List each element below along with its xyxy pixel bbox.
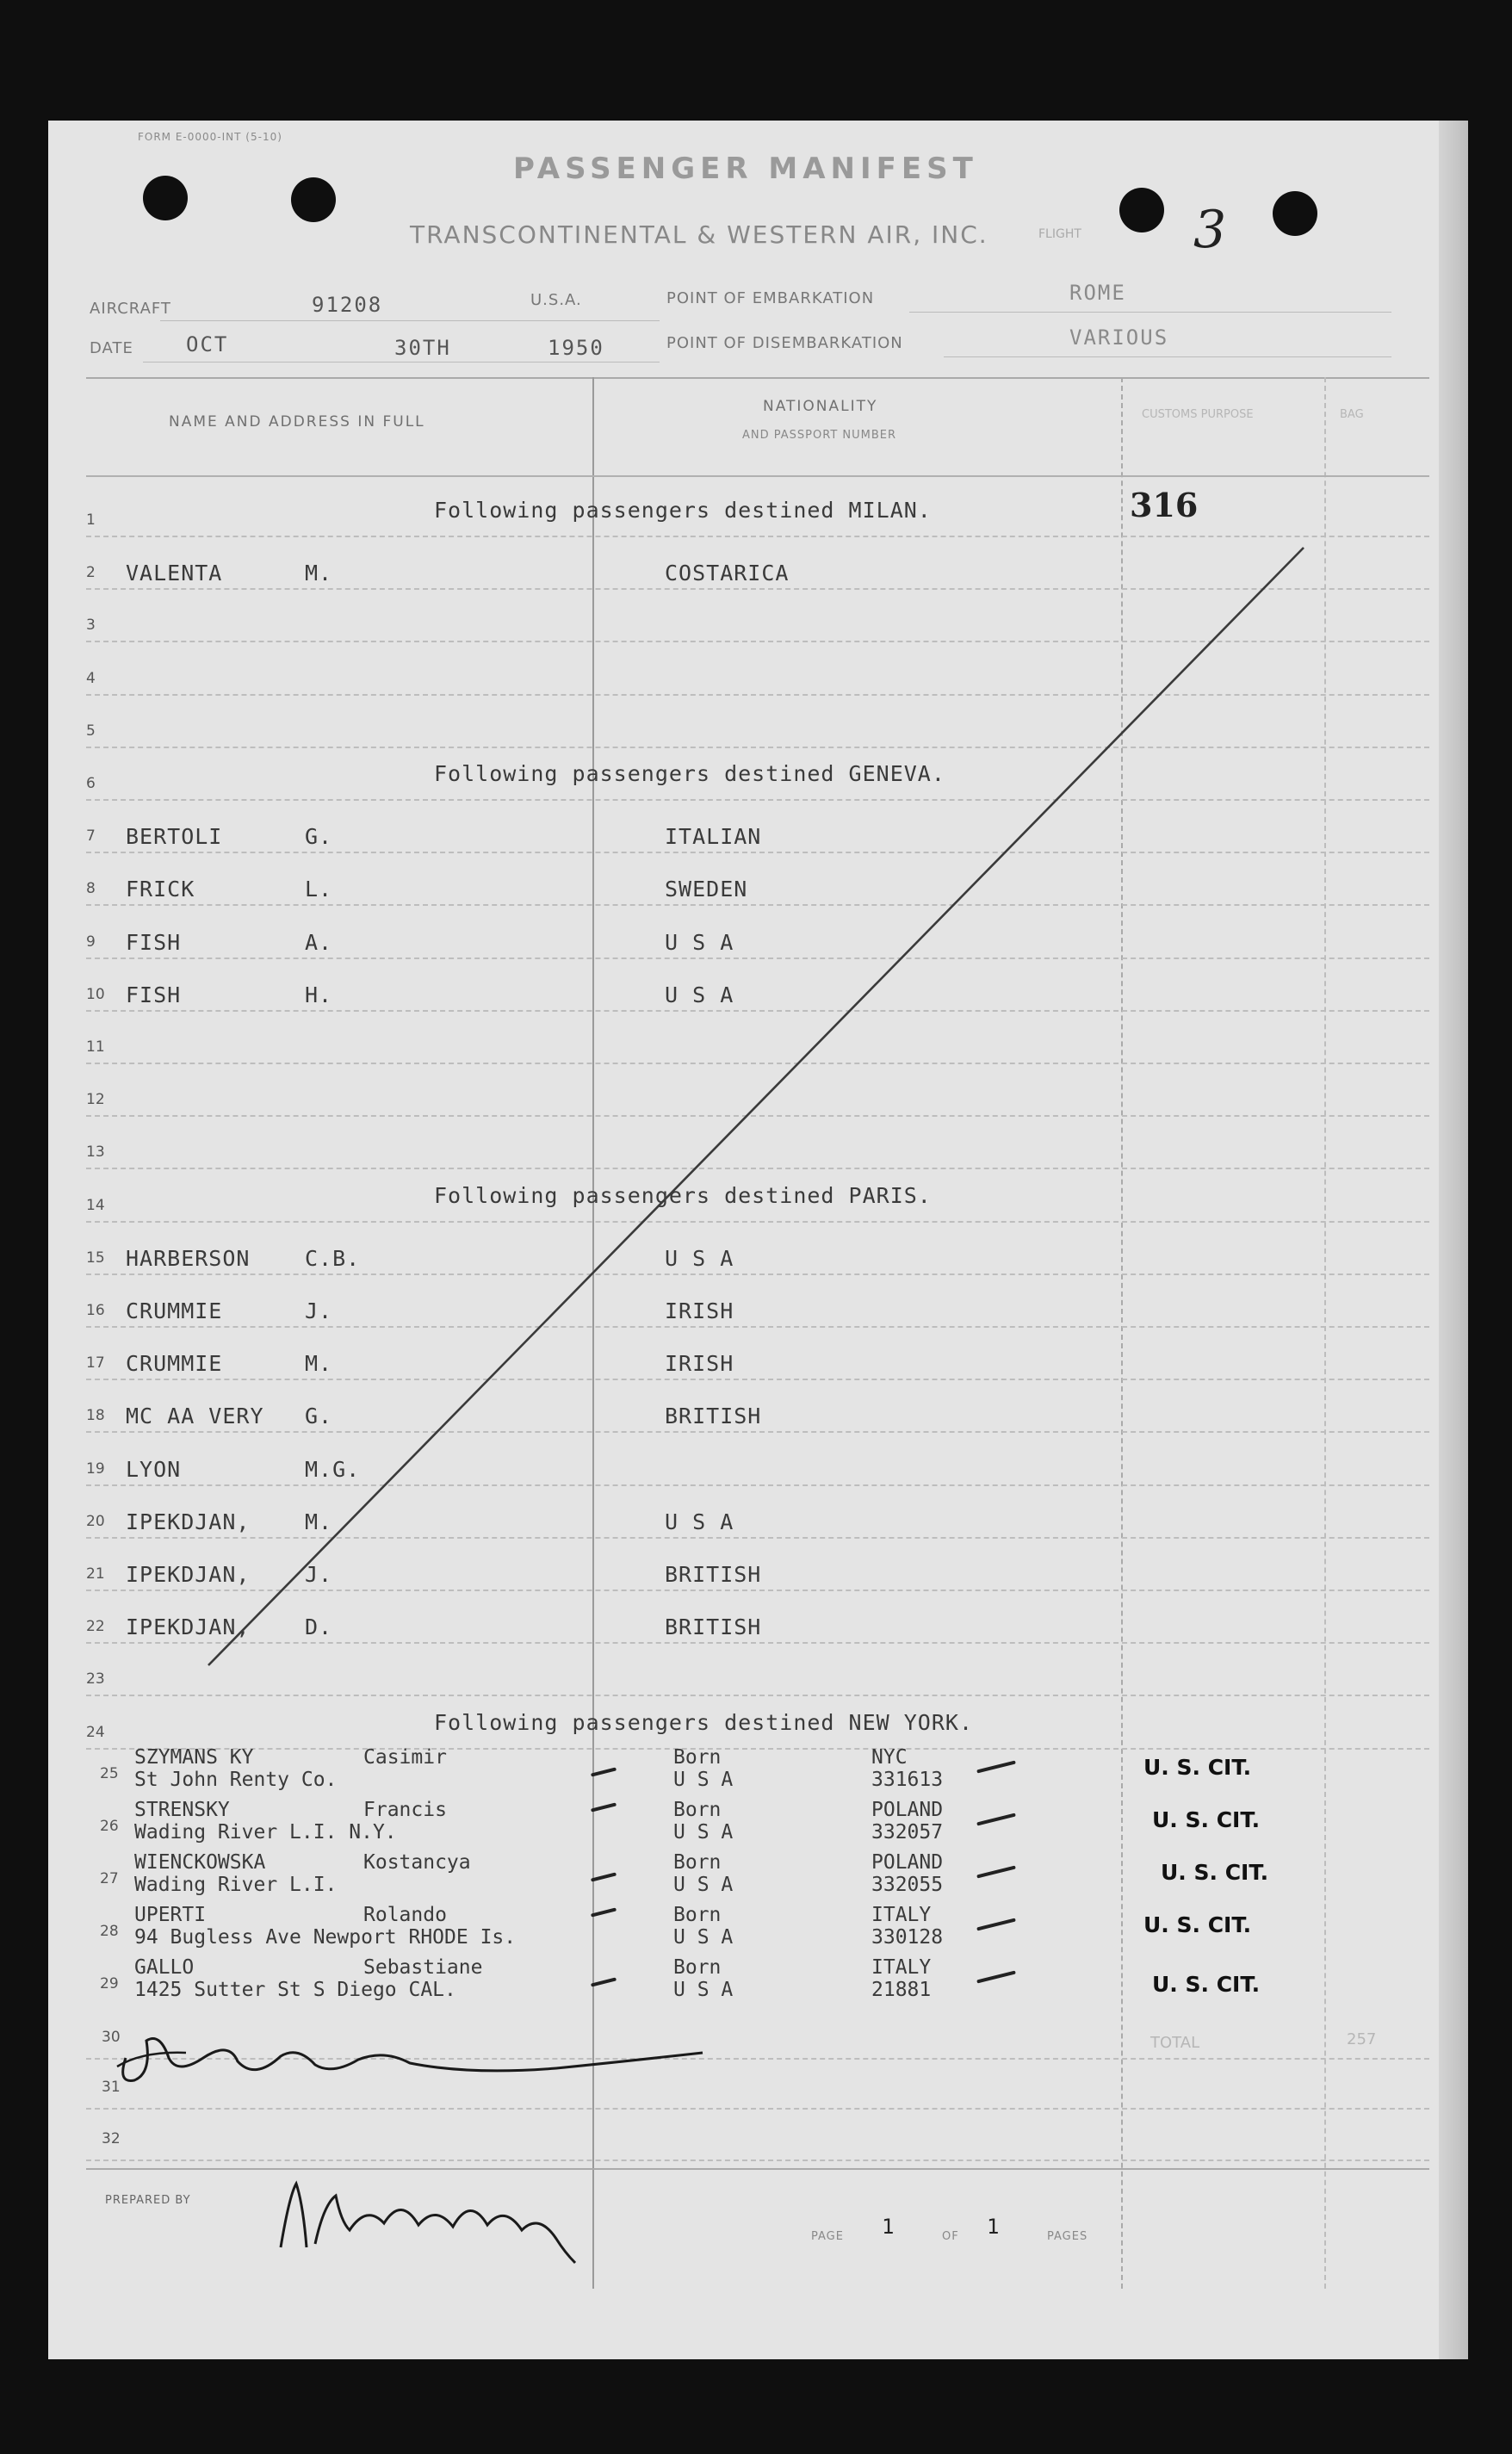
row-number: 22 bbox=[86, 1618, 105, 1636]
passenger-given-name: Casimir bbox=[363, 1746, 447, 1769]
passenger-initial: D. bbox=[305, 1614, 333, 1640]
row-number: 14 bbox=[86, 1196, 105, 1214]
page-of-label: OF bbox=[942, 2230, 959, 2243]
row-number: 8 bbox=[86, 880, 96, 898]
row-number: 28 bbox=[100, 1923, 119, 1940]
passenger-count: 316 bbox=[1130, 486, 1199, 524]
passenger-nationality: IRISH bbox=[665, 1298, 734, 1323]
passenger-given-name: Rolando bbox=[363, 1904, 447, 1926]
citizenship-stamp: U. S. CIT. bbox=[1152, 1972, 1261, 1997]
passenger-nationality: SWEDEN bbox=[665, 877, 748, 902]
disembarkation-value: VARIOUS bbox=[1069, 325, 1169, 350]
passenger-nationality: ITALIAN bbox=[665, 824, 762, 850]
passenger-given-name: Kostancya bbox=[363, 1851, 471, 1874]
passenger-surname: SZYMANS KY bbox=[134, 1746, 254, 1769]
row-number: 16 bbox=[86, 1302, 105, 1319]
row-number: 23 bbox=[86, 1670, 105, 1689]
passenger-name: CRUMMIE bbox=[126, 1351, 223, 1377]
aircraft-reg: U.S.A. bbox=[530, 291, 582, 309]
passenger-initial: L. bbox=[305, 877, 333, 902]
passenger-address: 94 Bugless Ave Newport RHODE Is. bbox=[134, 1926, 517, 1949]
row-number: 9 bbox=[86, 933, 96, 951]
birthplace: POLAND bbox=[871, 1851, 944, 1874]
row-number: 24 bbox=[86, 1723, 105, 1741]
header-name-address: NAME AND ADDRESS IN FULL bbox=[169, 413, 425, 431]
row-number: 13 bbox=[86, 1143, 105, 1162]
row-number: 10 bbox=[86, 985, 105, 1003]
date-day: 30TH bbox=[394, 336, 451, 360]
passenger-address: St John Renty Co. bbox=[134, 1769, 338, 1791]
passenger-initial: H. bbox=[305, 982, 333, 1007]
form-number: FORM E-0000-INT (5-10) bbox=[138, 131, 282, 143]
passenger-initial: C.B. bbox=[305, 1245, 361, 1271]
passenger-initial: M. bbox=[305, 561, 333, 586]
date-year: 1950 bbox=[548, 336, 604, 360]
company-name: TRANSCONTINENTAL & WESTERN AIR, INC. bbox=[410, 220, 988, 249]
passenger-initial: A. bbox=[305, 929, 333, 955]
row-number: 18 bbox=[86, 1407, 105, 1425]
flight-number: 3 bbox=[1193, 200, 1227, 260]
passenger-initial: G. bbox=[305, 824, 333, 850]
flight-label: FLIGHT bbox=[1038, 227, 1081, 241]
passenger-surname: UPERTI bbox=[134, 1904, 207, 1926]
passenger-nationality: U S A bbox=[665, 1509, 734, 1534]
section-note: Following passengers destined GENEVA. bbox=[434, 761, 945, 786]
header-passport: AND PASSPORT NUMBER bbox=[742, 429, 897, 442]
passenger-nationality: BRITISH bbox=[665, 1614, 762, 1640]
row-number: 25 bbox=[100, 1765, 119, 1782]
nationality: U S A bbox=[673, 1874, 734, 1896]
born-label: Born bbox=[673, 1956, 722, 1979]
row-number: 32 bbox=[102, 2130, 121, 2147]
passenger-given-name: Sebastiane bbox=[363, 1956, 483, 1979]
passenger-given-name: Francis bbox=[363, 1799, 447, 1821]
row-number: 7 bbox=[86, 827, 96, 846]
passenger-name: IPEKDJAN, bbox=[126, 1509, 251, 1534]
passenger-initial: G. bbox=[305, 1404, 333, 1429]
header-right-column: CUSTOMS PURPOSE bbox=[1142, 408, 1254, 421]
row-number: 19 bbox=[86, 1459, 105, 1478]
passenger-nationality: IRISH bbox=[665, 1351, 734, 1377]
prepared-by-signature bbox=[255, 2170, 617, 2265]
passenger-name: HARBERSON bbox=[126, 1245, 251, 1271]
aircraft-label: AIRCRAFT bbox=[90, 300, 171, 318]
section-note: Following passengers destined NEW YORK. bbox=[434, 1709, 973, 1735]
row-number: 15 bbox=[86, 1249, 105, 1267]
aircraft-value: 91208 bbox=[312, 293, 383, 317]
nationality: U S A bbox=[673, 1979, 734, 2001]
citizenship-stamp: U. S. CIT. bbox=[1152, 1807, 1261, 1832]
embarkation-value: ROME bbox=[1069, 281, 1126, 305]
header-bag-column: BAG bbox=[1340, 408, 1364, 421]
date-month: OCT bbox=[186, 332, 229, 356]
passenger-name: CRUMMIE bbox=[126, 1298, 223, 1323]
passenger-nationality: BRITISH bbox=[665, 1404, 762, 1429]
row30-signature bbox=[108, 2023, 728, 2092]
nationality: U S A bbox=[673, 1821, 734, 1844]
passenger-name: IPEKDJAN, bbox=[126, 1614, 251, 1640]
row-number: 21 bbox=[86, 1565, 105, 1583]
passenger-name: VALENTA bbox=[126, 561, 223, 586]
born-label: Born bbox=[673, 1799, 722, 1821]
section-note: Following passengers destined MILAN. bbox=[434, 498, 932, 523]
page-label: PAGE bbox=[811, 2230, 844, 2243]
passenger-name: FISH bbox=[126, 929, 182, 955]
passenger-nationality: U S A bbox=[665, 982, 734, 1007]
birthplace: POLAND bbox=[871, 1799, 944, 1821]
row-number: 6 bbox=[86, 775, 96, 792]
row-number: 27 bbox=[100, 1870, 119, 1887]
right-total: 257 bbox=[1347, 2030, 1377, 2048]
passport-number: 330128 bbox=[871, 1926, 944, 1949]
passenger-name: IPEKDJAN, bbox=[126, 1562, 251, 1587]
row-number: 31 bbox=[102, 2079, 121, 2096]
passport-number: 331613 bbox=[871, 1769, 944, 1791]
passenger-nationality: BRITISH bbox=[665, 1562, 762, 1587]
row-number: 2 bbox=[86, 564, 96, 582]
passenger-name: MC AA VERY bbox=[126, 1404, 264, 1429]
row-number: 12 bbox=[86, 1091, 105, 1109]
row-number: 26 bbox=[100, 1818, 119, 1835]
page-total: 1 bbox=[987, 2215, 1001, 2239]
passenger-surname: WIENCKOWSKA bbox=[134, 1851, 266, 1874]
passenger-surname: GALLO bbox=[134, 1956, 195, 1979]
embarkation-label: POINT OF EMBARKATION bbox=[666, 289, 875, 307]
row-number: 30 bbox=[102, 2029, 121, 2046]
row-number: 20 bbox=[86, 1512, 105, 1530]
page-number: 1 bbox=[882, 2215, 896, 2239]
row-number: 29 bbox=[100, 1975, 119, 1992]
passenger-nationality: U S A bbox=[665, 1245, 734, 1271]
manifest-page bbox=[48, 121, 1468, 2359]
nationality: U S A bbox=[673, 1769, 734, 1791]
passenger-address: 1425 Sutter St S Diego CAL. bbox=[134, 1979, 456, 2001]
passport-number: 332057 bbox=[871, 1821, 944, 1844]
passenger-initial: J. bbox=[305, 1298, 333, 1323]
header-nationality: NATIONALITY bbox=[763, 398, 878, 415]
paper-edge bbox=[1439, 121, 1468, 2359]
row-number: 3 bbox=[86, 617, 96, 635]
passenger-name: BERTOLI bbox=[126, 824, 223, 850]
birthplace: ITALY bbox=[871, 1956, 932, 1979]
passenger-initial: M. bbox=[305, 1509, 333, 1534]
passenger-initial: M.G. bbox=[305, 1456, 361, 1482]
passenger-surname: STRENSKY bbox=[134, 1799, 230, 1821]
passenger-address: Wading River L.I. N.Y. bbox=[134, 1821, 397, 1844]
passenger-name: LYON bbox=[126, 1456, 182, 1482]
citizenship-stamp: U. S. CIT. bbox=[1161, 1860, 1269, 1885]
page-title: PASSENGER MANIFEST bbox=[513, 152, 978, 186]
passenger-nationality: U S A bbox=[665, 929, 734, 955]
prepared-by-label: PREPARED BY bbox=[105, 2194, 191, 2207]
prepared-by-signature-text bbox=[307, 2213, 312, 2214]
right-total-label: TOTAL bbox=[1150, 2034, 1200, 2052]
passport-number: 21881 bbox=[871, 1979, 932, 2001]
passenger-name: FISH bbox=[126, 982, 182, 1007]
passenger-initial: M. bbox=[305, 1351, 333, 1377]
birthplace: ITALY bbox=[871, 1904, 932, 1926]
born-label: Born bbox=[673, 1851, 722, 1874]
passenger-name: FRICK bbox=[126, 877, 195, 902]
born-label: Born bbox=[673, 1746, 722, 1769]
row-number: 4 bbox=[86, 669, 96, 687]
disembarkation-label: POINT OF DISEMBARKATION bbox=[666, 334, 903, 352]
birthplace: NYC bbox=[871, 1746, 908, 1769]
date-label: DATE bbox=[90, 339, 133, 357]
passenger-nationality: COSTARICA bbox=[665, 561, 790, 586]
passenger-address: Wading River L.I. bbox=[134, 1874, 338, 1896]
passenger-initial: J. bbox=[305, 1562, 333, 1587]
passport-number: 332055 bbox=[871, 1874, 944, 1896]
pages-label: PAGES bbox=[1047, 2230, 1088, 2243]
row-number: 1 bbox=[86, 511, 96, 529]
section-note: Following passengers destined PARIS. bbox=[434, 1182, 932, 1208]
row-number: 17 bbox=[86, 1354, 105, 1373]
row-number: 5 bbox=[86, 722, 96, 740]
row30-signature-text bbox=[186, 2037, 193, 2038]
nationality: U S A bbox=[673, 1926, 734, 1949]
citizenship-stamp: U. S. CIT. bbox=[1143, 1755, 1252, 1780]
row-number: 11 bbox=[86, 1038, 105, 1056]
citizenship-stamp: U. S. CIT. bbox=[1143, 1912, 1252, 1937]
born-label: Born bbox=[673, 1904, 722, 1926]
